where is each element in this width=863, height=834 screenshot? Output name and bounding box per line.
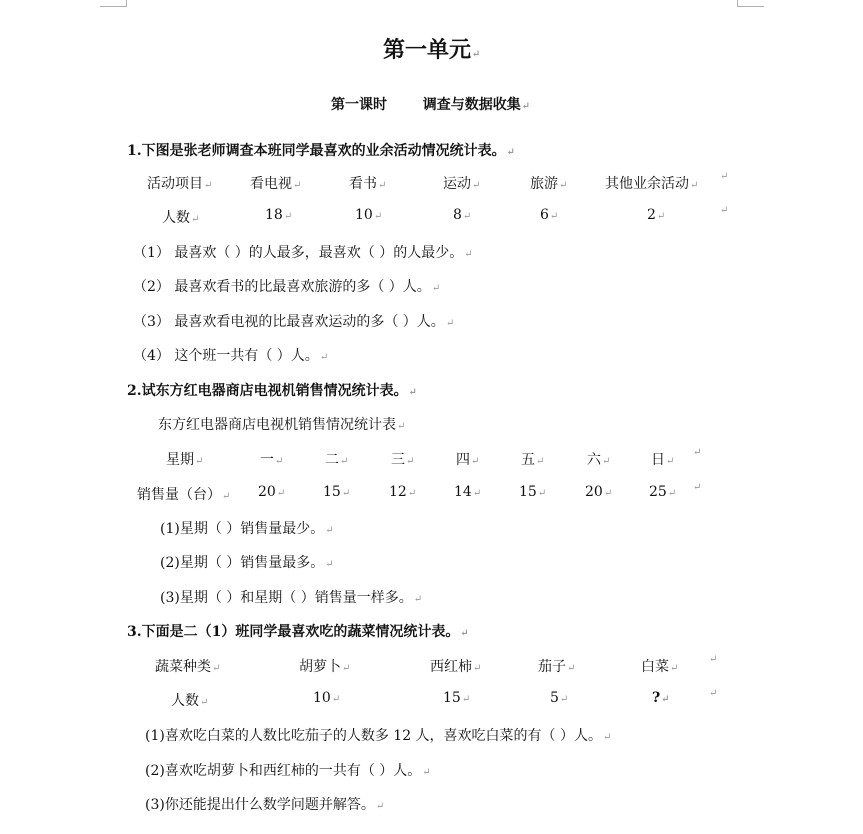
question-1-item: （1） 最喜欢（ ）的人最多，最喜欢（ ）的人最少。↵ xyxy=(133,245,473,261)
table-header-cell: 旅游↵ xyxy=(530,176,568,192)
table-cell: 8↵ xyxy=(453,207,472,223)
table-header-cell: 日↵ xyxy=(651,452,675,468)
question-1-item: （2） 最喜欢看书的比最喜欢旅游的多（ ）人。↵ xyxy=(133,279,441,295)
lesson-topic: 调查与数据收集 xyxy=(422,97,521,113)
table-header-cell: 一↵ xyxy=(260,452,284,468)
question-1-heading: 1.下图是张老师调查本班同学最喜欢的业余活动情况统计表。↵ xyxy=(127,143,516,159)
lesson-label: 第一课时 xyxy=(331,97,387,113)
row-end-mark: ↵ xyxy=(709,654,718,665)
lesson-subtitle: 第一课时 调查与数据收集↵ xyxy=(331,97,531,113)
table-header-cell: 胡萝卜↵ xyxy=(299,659,351,675)
table-header-cell: 三↵ xyxy=(391,452,415,468)
question-2-item: (3)星期（ ）和星期（ ）销售量一样多。↵ xyxy=(160,590,423,606)
table-cell: 5↵ xyxy=(550,690,569,706)
question-1-item: （3） 最喜欢看电视的比最喜欢运动的多（ ）人。↵ xyxy=(133,314,455,330)
page-corner-mark-left xyxy=(100,0,127,7)
question-3-item: (3)你还能提出什么数学问题并解答。↵ xyxy=(145,797,385,813)
table-cell: 12↵ xyxy=(389,484,417,500)
row-end-mark: ↵ xyxy=(720,205,729,216)
table-header-cell: 二↵ xyxy=(325,452,349,468)
table-cell: 10↵ xyxy=(313,690,341,706)
table-cell: 14↵ xyxy=(454,484,482,500)
table-cell: 18↵ xyxy=(265,207,293,223)
question-2-item: (1)星期（ ）销售量最少。↵ xyxy=(160,521,334,537)
row-end-mark: ↵ xyxy=(720,171,729,182)
table-cell: 15↵ xyxy=(519,484,547,500)
table-header-cell: 四↵ xyxy=(456,452,480,468)
table-header-cell: 星期↵ xyxy=(166,452,204,468)
row-end-mark: ↵ xyxy=(693,482,702,493)
table-header-cell: 活动项目↵ xyxy=(147,176,213,192)
table-cell: 销售量（台）↵ xyxy=(137,487,231,503)
table-header-cell: 运动↵ xyxy=(443,176,481,192)
table-cell: 2↵ xyxy=(647,207,666,223)
table-cell: 15↵ xyxy=(443,690,471,706)
question-3-item: (2)喜欢吃胡萝卜和西红柿的一共有（ ）人。↵ xyxy=(145,763,431,779)
question-3-heading: 3.下面是二（1）班同学最喜欢吃的蔬菜情况统计表。↵ xyxy=(127,624,469,640)
table-cell: ?↵ xyxy=(652,690,670,706)
table-cell: 10↵ xyxy=(355,207,383,223)
table-cell: 20↵ xyxy=(258,484,286,500)
table-header-cell: 五↵ xyxy=(521,452,545,468)
table-cell: 25↵ xyxy=(649,484,677,500)
table-header-cell: 看书↵ xyxy=(349,176,387,192)
table-header-cell: 其他业余活动↵ xyxy=(605,176,699,192)
table-cell: 人数↵ xyxy=(171,693,209,709)
page-title: 第一单元↵ xyxy=(383,37,481,63)
table-cell: 6↵ xyxy=(540,207,559,223)
table-header-cell: 六↵ xyxy=(587,452,611,468)
question-1-item: （4） 这个班一共有（ ）人。↵ xyxy=(133,348,329,364)
table-header-cell: 看电视↵ xyxy=(250,176,302,192)
question-2-table-title: 东方红电器商店电视机销售情况统计表↵ xyxy=(158,417,406,433)
row-end-mark: ↵ xyxy=(709,688,718,699)
table-cell: 20↵ xyxy=(585,484,613,500)
table-header-cell: 西红柿↵ xyxy=(430,659,482,675)
question-3-item: (1)喜欢吃白菜的人数比吃茄子的人数多 12 人，喜欢吃白菜的有（ ）人。↵ xyxy=(145,728,612,744)
page-corner-mark-right xyxy=(737,0,764,7)
question-2-item: (2)星期（ ）销售量最多。↵ xyxy=(160,555,334,571)
table-cell: 15↵ xyxy=(323,484,351,500)
table-cell: 人数↵ xyxy=(162,210,200,226)
table-header-cell: 白菜↵ xyxy=(641,659,679,675)
question-2-heading: 2.试东方红电器商店电视机销售情况统计表。↵ xyxy=(127,383,418,399)
table-header-cell: 茄子↵ xyxy=(538,659,576,675)
row-end-mark: ↵ xyxy=(693,447,702,458)
table-header-cell: 蔬菜种类↵ xyxy=(155,659,221,675)
